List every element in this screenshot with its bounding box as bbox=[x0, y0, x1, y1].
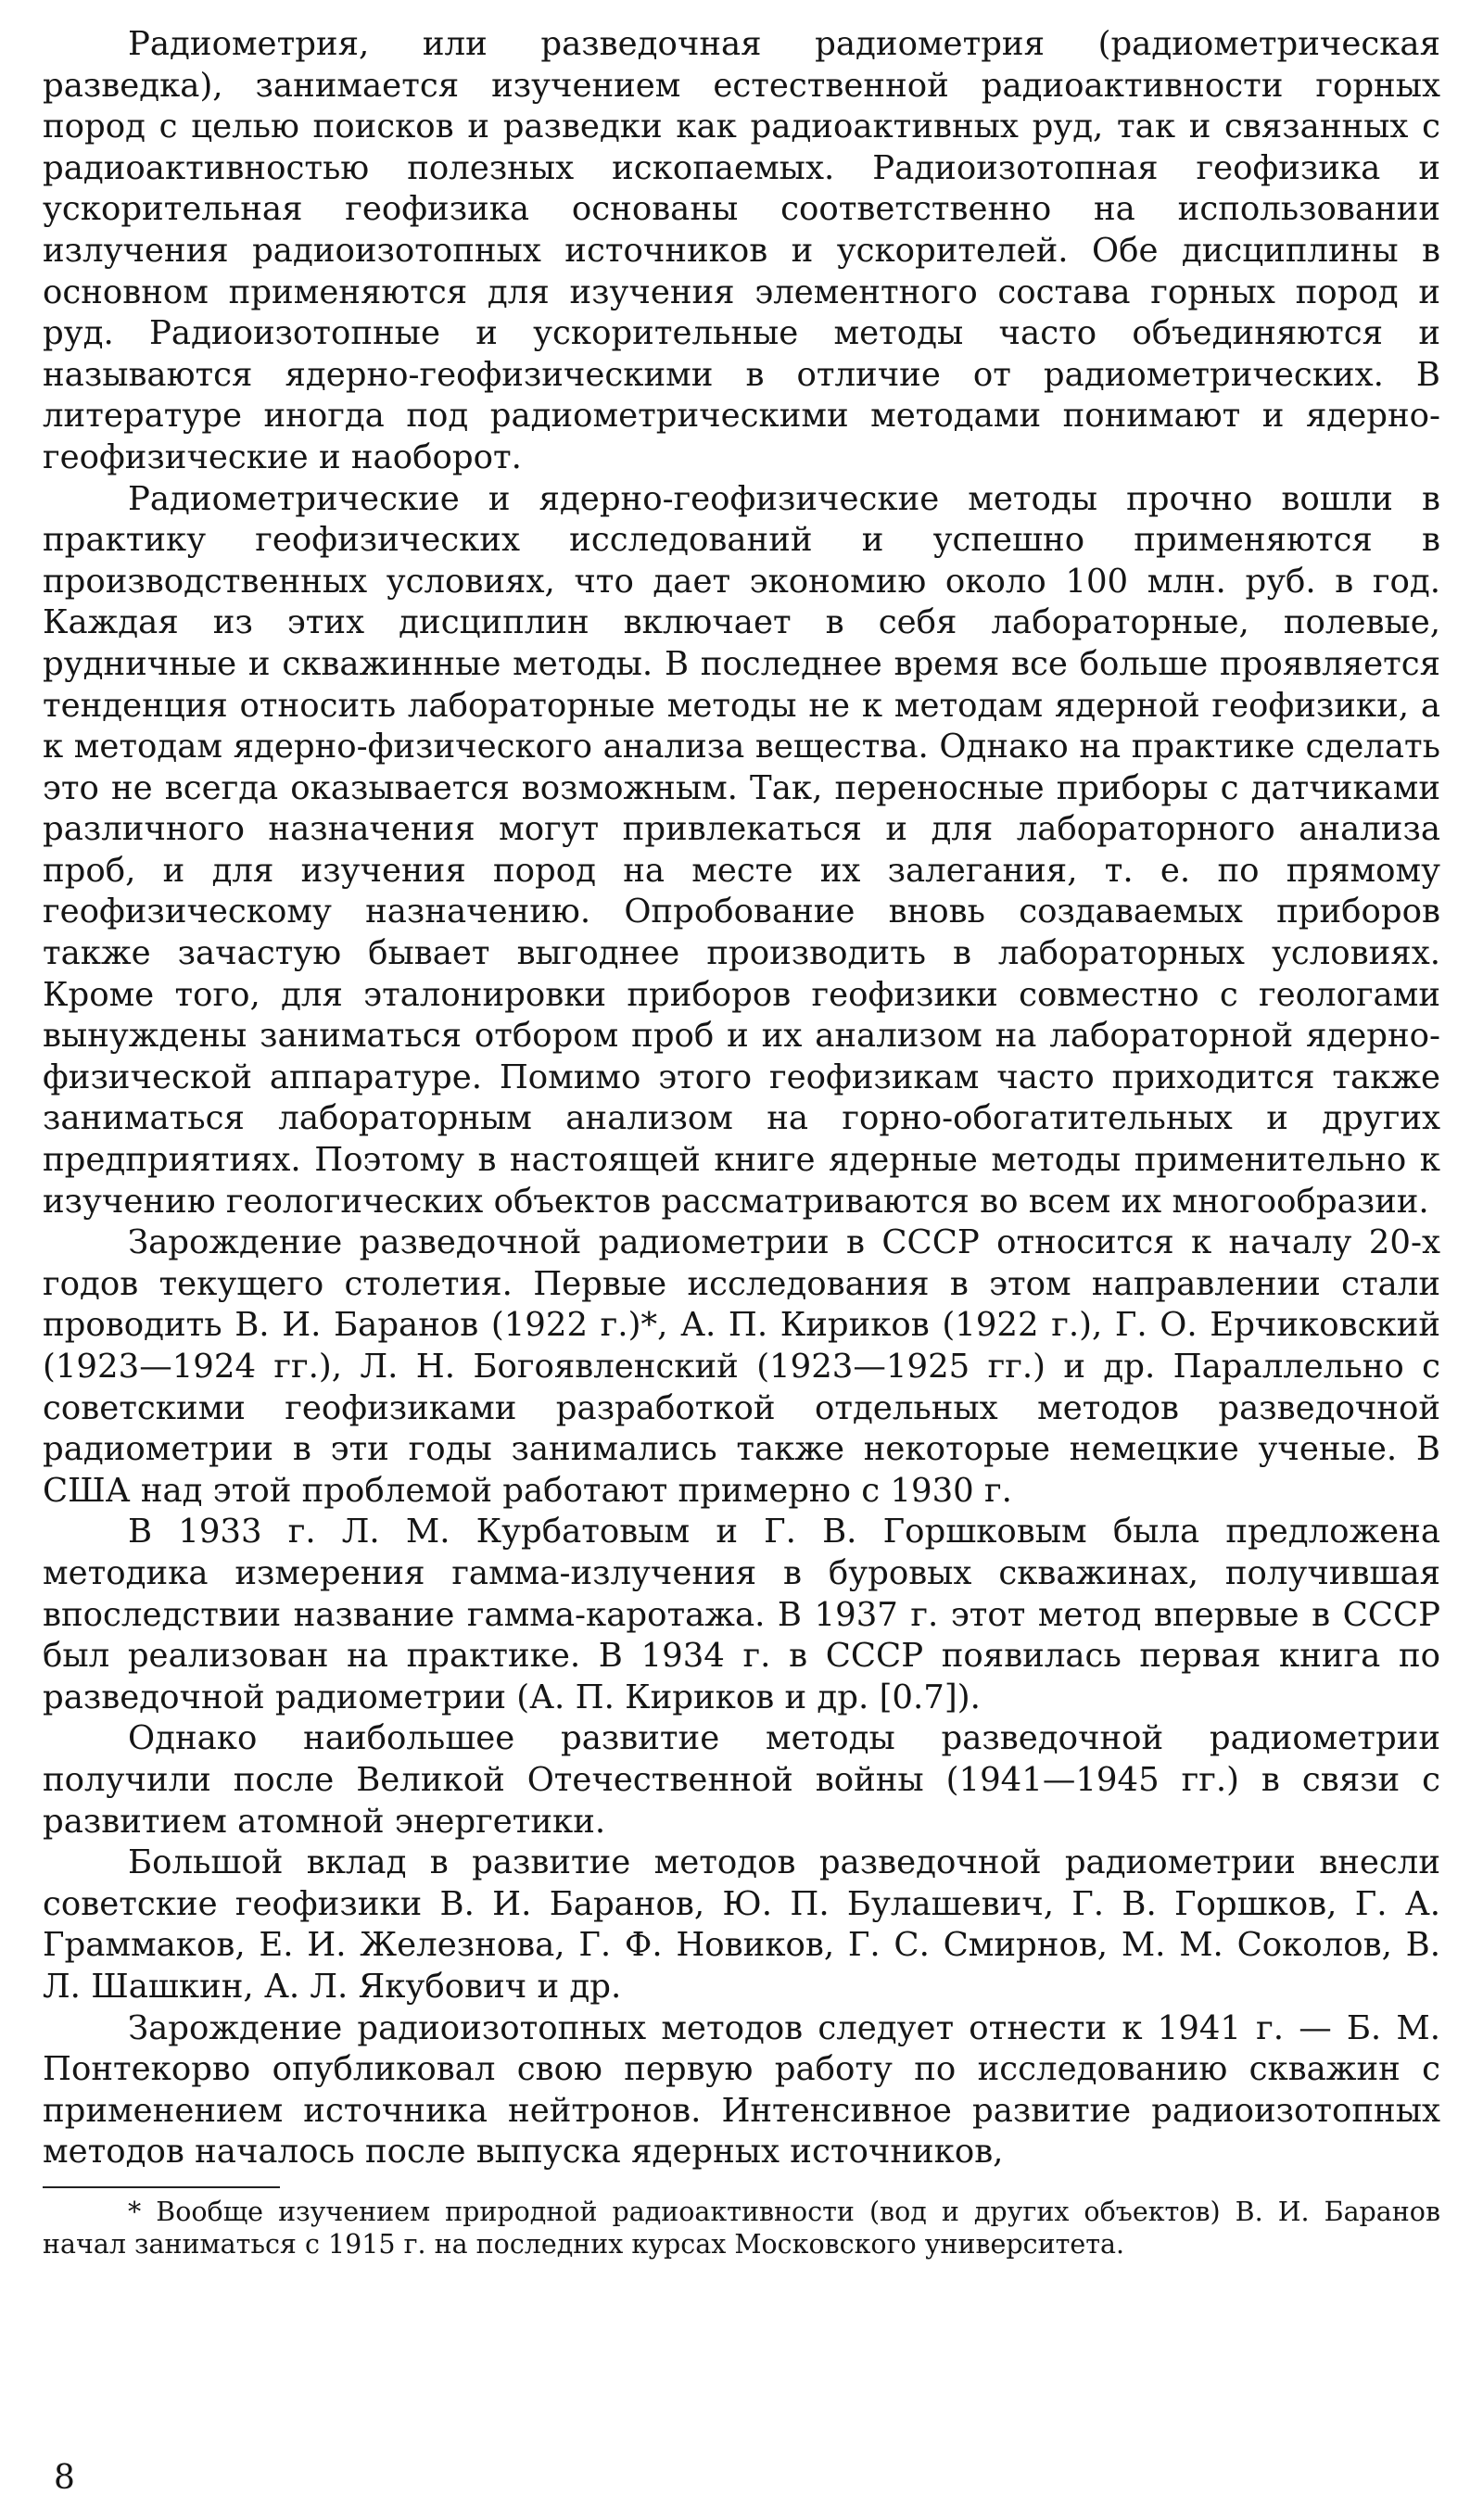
paragraph-methods-practice: Радиометрические и ядерно-геофизические методы прочно вошли в практику геофизических исследований и успешно применяются в производственных условиях, что дает экономию около 100 млн. руб. в год. Каждая из этих дисциплин включает в себя лабораторные, полевые, рудничные и скважинные методы. В последнее время все больше проявляется тенденция относить лабораторные методы не к методам ядерной геофизики, а к методам ядерно-физического анализа вещества. Однако на практике сделать это не всегда оказывается возможным. Так, переносные приборы с датчиками различного назначения могут привлекаться и для лабораторного анализа проб, и для изучения пород на месте их залегания, т. е. по прямому геофизическому назначению. Опробование вновь создаваемых приборов также зачастую бывает выгоднее производить в лабораторных условиях. Кроме того, для эталонировки приборов геофизики совместно с геологами вынуждены заниматься отбором проб и их анализом на лабораторной ядерно-физической аппаратуре. Помимо этого геофизикам часто приходится также заниматься лабораторным анализом на горно-обогатительных и других предприятиях. Поэтому в настоящей книге ядерные методы применительно к изучению геологических объектов рассматриваются во всем их многообразии. bbox=[43, 479, 1440, 1221]
paragraph-radioisotope-origins: Зарождение радиоизотопных методов следует отнести к 1941 г. — Б. М. Понтекорво опубликовал свою первую работу по исследованию скважин с применением источника нейтронов. Интенсивное развитие радиоизотопных методов началось после выпуска ядерных источников, bbox=[43, 2008, 1440, 2172]
paragraph-gamma-logging: В 1933 г. Л. М. Курбатовым и Г. В. Горшковым была предложена методика измерения гамма-излучения в буровых скважинах, получившая впоследствии название гамма-каротажа. В 1937 г. этот метод впервые в СССР был реализован на практике. В 1934 г. в СССР появилась первая книга по разведочной радиометрии (А. П. Кириков и др. [0.7]). bbox=[43, 1513, 1440, 1716]
paragraph-radiometry-definition: Радиометрия, или разведочная радиометрия (радиометрическая разведка), занимается изучением естественной радиоактивности горных пород с целью поисков и разведки как радиоактивных руд, так и связанных с радиоактивностью полезных ископаемых. Радиоизотопная геофизика и ускорительная геофизика основаны соответственно на использовании излучения радиоизотопных источников и ускорителей. Обе дисциплины в основном применяются для изучения элементного состава горных пород и руд. Радиоизотопные и ускорительные методы часто объединяются и называются ядерно-геофизическими в отличие от радиометрических. В литературе иногда под радиометрическими методами понимают и ядерно-геофизические и наоборот. bbox=[43, 25, 1440, 476]
paragraph-postwar-development: Однако наибольшее развитие методы разведочной радиометрии получили после Великой Отечественной войны (1941—1945 гг.) в связи с развитием атомной энергетики. bbox=[43, 1719, 1440, 1841]
footnote-divider bbox=[43, 2186, 280, 2188]
paragraph-contributors: Большой вклад в развитие методов разведочной радиометрии внесли советские геофизики В. И. Баранов, Ю. П. Булашевич, Г. В. Горшков, Г. А. Граммаков, Е. И. Железнова, Г. Ф. Новиков, Г. С. Смирнов, М. М. Соколов, В. Л. Шашкин, А. Л. Якубович и др. bbox=[43, 1843, 1440, 2006]
page-number: 8 bbox=[54, 2459, 75, 2497]
paragraph-origins-ussr: Зарождение разведочной радиометрии в СССР относится к началу 20-х годов текущего столетия. Первые исследования в этом направлении стали проводить В. И. Баранов (1922 г.)*, А. П. Кириков (1922 г.), Г. О. Ерчиковский (1923—1924 гг.), Л. Н. Богоявленский (1923—1925 гг.) и др. Параллельно с советскими геофизиками разработкой отдельных методов разведочной радиометрии в эти годы занимались также некоторые немецкие ученые. В США над этой проблемой работают примерно с 1930 г. bbox=[43, 1223, 1440, 1510]
footnote: * Вообще изучением природной радиоактивности (вод и других объектов) В. И. Баранов начал заниматься с 1915 г. на последних курсах Московского университета. bbox=[43, 2196, 1440, 2260]
book-page bbox=[43, 24, 1440, 2261]
